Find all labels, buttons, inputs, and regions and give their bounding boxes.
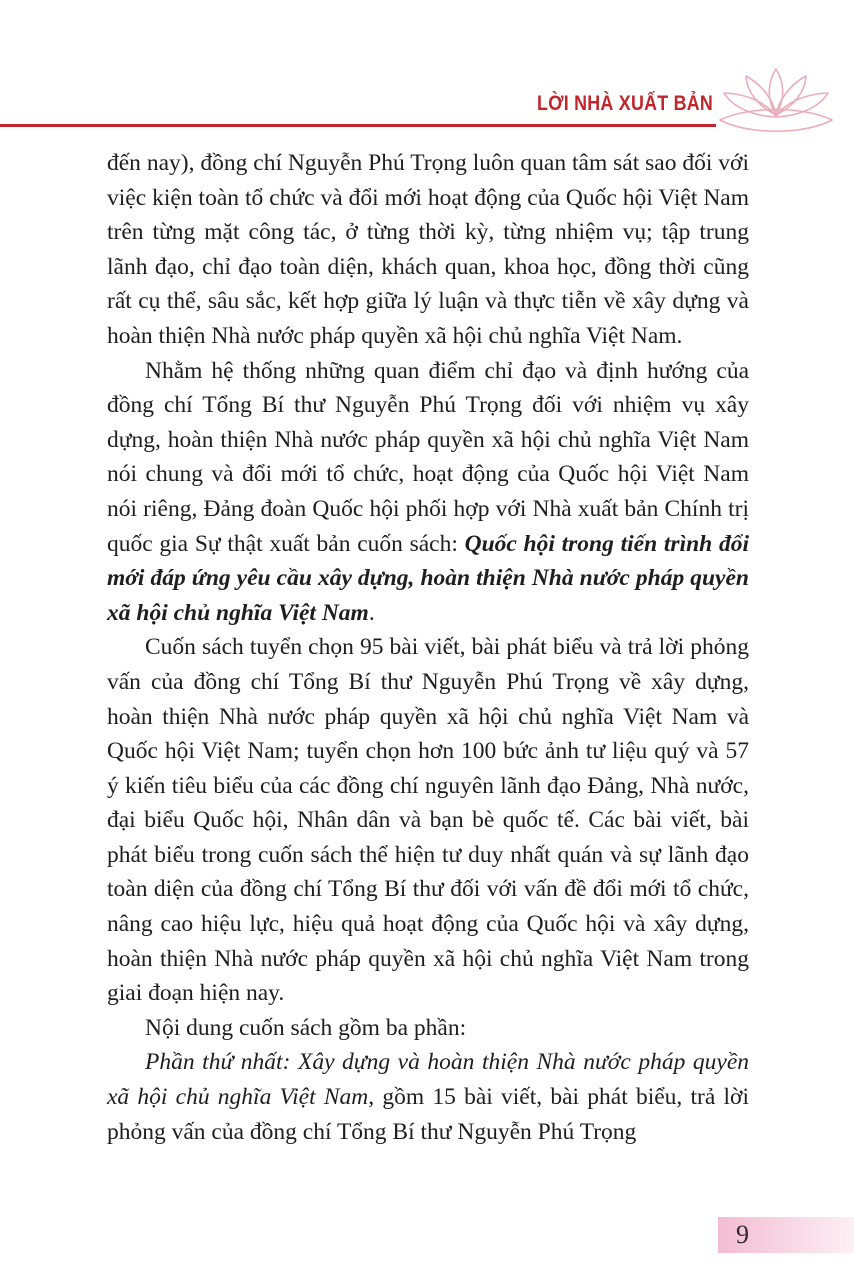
text-segment: Quốc hội trong tiến trình đổi mới đáp ứng yêu cầu xây dựng, hoàn thiện Nhà nước pháp quyền xã hội chủ nghĩa Việt Nam bbox=[107, 530, 749, 626]
text-segment: Cuốn sách tuyển chọn 95 bài viết, bài phát biểu và trả lời phỏng vấn của đồng chí Tổng Bí thư Nguyễn Phú Trọng về xây dựng, hoàn thiện Nhà nước pháp quyền xã hội chủ nghĩa Việt Nam và Quốc hội Việt Nam; tuyển chọn hơn 100 bức ảnh tư liệu quý và 57 ý kiến tiêu biểu của các đồng chí nguyên lãnh đạo Đảng, Nhà nước, đại biểu Quốc hội, Nhân dân và bạn bè quốc tế. Các bài viết, bài phát biểu trong cuốn sách thể hiện tư duy nhất quán và sự lãnh đạo toàn diện của đồng chí Tổng Bí thư đối với vấn đề đổi mới tổ chức, nâng cao hiệu lực, hiệu quả hoạt động của Quốc hội và xây dựng, hoàn thiện Nhà nước pháp quyền xã hội chủ nghĩa Việt Nam trong giai đoạn hiện nay. bbox=[107, 634, 749, 1007]
paragraph bbox=[107, 630, 749, 1011]
paragraph bbox=[107, 146, 749, 354]
page-number: 9 bbox=[736, 1220, 749, 1249]
text-segment: gồm 15 bài viết, bài phát biểu, trả lời phỏng vấn của đồng chí Tổng Bí thư Nguyễn Phú Trọng bbox=[107, 1084, 749, 1145]
paragraph bbox=[107, 1045, 749, 1149]
lotus-icon bbox=[716, 64, 836, 142]
page-number-bar bbox=[718, 1217, 854, 1253]
text-segment: Phần thứ nhất: Xây dựng và hoàn thiện Nhà nước pháp quyền xã hội chủ nghĩa Việt Nam, bbox=[107, 1049, 749, 1111]
body-text bbox=[107, 146, 749, 1149]
text-segment: Nội dung cuốn sách gồm ba phần: bbox=[145, 1014, 467, 1041]
header-rule bbox=[0, 124, 716, 127]
running-head-title: LỜI NHÀ XUẤT BẢN bbox=[537, 92, 713, 115]
text-segment: . bbox=[368, 599, 375, 626]
text-segment: Nhằm hệ thống những quan điểm chỉ đạo và định hướng của đồng chí Tổng Bí thư Nguyễn Phú Trọng đối với nhiệm vụ xây dựng, hoàn thiện Nhà nước pháp quyền xã hội chủ nghĩa Việt Nam nói chung và đổi mới tổ chức, hoạt động của Quốc hội Việt Nam nói riêng, Đảng đoàn Quốc hội phối hợp với Nhà xuất bản Chính trị quốc gia Sự thật xuất bản cuốn sách: bbox=[107, 357, 749, 557]
text-segment: đến nay), đồng chí Nguyễn Phú Trọng luôn quan tâm sát sao đối với việc kiện toàn tổ chức và đổi mới hoạt động của Quốc hội Việt Nam trên từng mặt công tác, ở từng thời kỳ, từng nhiệm vụ; tập trung lãnh đạo, chỉ đạo toàn diện, khách quan, khoa học, đồng thời cũng rất cụ thể, sâu sắc, kết hợp giữa lý luận và thực tiễn về xây dựng và hoàn thiện Nhà nước pháp quyền xã hội chủ nghĩa Việt Nam. bbox=[107, 150, 749, 349]
paragraph bbox=[107, 354, 749, 631]
paragraph bbox=[107, 1011, 749, 1046]
